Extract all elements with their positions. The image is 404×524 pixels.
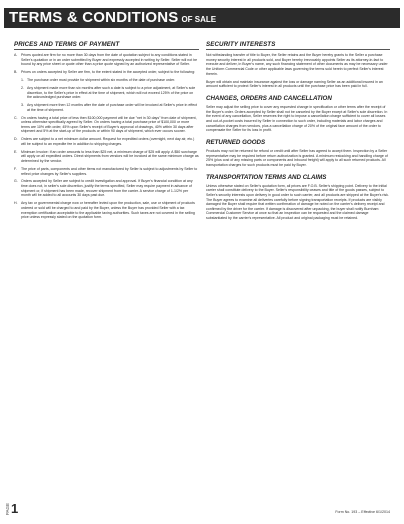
list-item-label: F. <box>14 166 17 171</box>
list-item-label: A. <box>14 53 18 57</box>
list-item <box>14 137 199 146</box>
paragraph: Unless otherwise stated on Seller's quotation form, all prices are F.O.B. Seller's shipping point. Delivery to the initial carrier shall constitute delivery to the Buyer. Seller's responsibility ceases and title of the goods passes, subject to Seller's security interests upon delivery in good order to such carrier, and all products are shipped at the Buyer's risk. The Buyer agrees to examine all deliveries carefully before signing transportation receipts. If products are visibly damaged the Buyer shall require that written confirmation of damage be noted on the carrier's delivery receipt and confirmed by the driver for the carrier. If damage is discovered after unpacking, the buyer shall notify Burnham Commercial Customer Service at once so that an inspection can be requested and the claimed damage substantiated by the carrier's representative. All product and original packaging must be retained. <box>206 183 389 221</box>
sub-list-item <box>21 103 199 112</box>
list-item-text: On orders having a total price of less then $100,000 payment will be due "net in 30 days" from date of shipment, unless otherwise specifically agreed by Seller. On orders having a total purchase price of $100,000 or more terms are 10% with order, 45% upon Seller's receipt of Buyer's approval of drawings, 40% within 30 days after shipment and 5% at the start-up of the products or within 90 days of shipment, which ever occurs sooner. <box>21 115 197 134</box>
list-item-text: Prices on orders accepted by Seller are firm, to the extent stated in the accepted order, subject to the following: <box>21 70 196 75</box>
form-number: Form No. 193 – Effective 6/1/2014 <box>335 510 390 514</box>
page-title: TERMS & CONDITIONS <box>9 9 179 26</box>
list-item-text: Orders are subject to a net minimum dollar amount. Request for expedited orders (overnight, next day air, etc.) will be subject to an expedite fee in addition to shipping charges. <box>21 137 195 146</box>
list-item-text: Any tax or governmental charge now or hereafter levied upon the production, sale, use or shipment of products ordered or sold will be charged to and paid by the Buyer, unless the Buyer has provided Seller with a tax exemption certification acceptable to the applicable taxing authorities. Such taxes are not covered in the selling price unless expressly stated on the quotation form. <box>21 201 195 220</box>
sub-list-item-text: The purchase order must provide for shipment within six months of the date of purchase order. <box>27 78 176 82</box>
list-item-label: D. <box>14 137 18 142</box>
section-heading-changes: CHANGES, ORDERS AND CANCELLATION <box>206 94 332 102</box>
list-item-label: B. <box>14 70 18 75</box>
list-item-label: E. <box>14 149 18 154</box>
sub-list-item <box>21 78 199 83</box>
list-item-text: Minimum Invoice: If an order amounts to less than $25 net, a minimum charge of $25 will apply. A $50 surcharge will apply on all expedited orders. Direct shipments from vendors will be invoiced at the same minimum charge as determined by the vendor. <box>21 149 199 164</box>
paragraph: Products may not be returned for refund or credit until after Seller has agreed to accept them. Inspection by a Seller representative may be required before return authorization is granted. A minimum restocking and handling charge of 25% (plus cost of any missing parts or components and inbound freight) will apply to all such returned products. All transportation charges for such products must be paid by Buyer. <box>206 148 388 167</box>
list-item <box>14 201 199 220</box>
title-bar <box>4 8 400 28</box>
sub-list-item-label: 2. <box>21 85 24 90</box>
left-column <box>14 41 199 223</box>
list-item <box>14 53 199 67</box>
list-item <box>14 116 199 135</box>
list-item-label: H. <box>14 201 18 206</box>
page-number-block <box>5 502 18 515</box>
list-item-label: C. <box>14 115 18 120</box>
page-number: 1 <box>11 501 19 516</box>
paragraph: Buyer will obtain and maintain insurance against the loss or damage naming Seller as an additional insured in an amount sufficient to protect Seller's interest in all products until the purchase price has been paid in full. <box>206 79 383 89</box>
sub-list-item-label: 1. <box>21 78 24 82</box>
list-item-label: G. <box>14 179 18 184</box>
list-item <box>14 179 199 198</box>
page-word: PAGE <box>5 502 10 515</box>
sub-list-item-text: Any shipment more then 12 months after the date of purchase order will be invoiced at Seller's price in effect at the time of shipment. <box>27 103 197 112</box>
section-heading-returned: RETURNED GOODS <box>206 138 266 146</box>
sub-list-item-text: Any shipment made more than six months after such a date is subject to a price adjustment, at Seller's sole discretion, to the Seller's price in effect at the time of shipment, which will not exceed 125% of the price on the acknowledged purchase order. <box>27 85 196 100</box>
section-heading-prices: PRICES AND TERMS OF PAYMENT <box>14 41 199 50</box>
sub-list-item <box>21 86 199 100</box>
list-item <box>14 150 199 164</box>
section-heading-transport: TRANSPORTATION TERMS AND CLAIMS <box>206 173 327 181</box>
list-item <box>14 167 199 176</box>
list-item-text: Prices quoted are firm for no more than 30 days from the date of quotation subject to any conditions stated in Seller's quotation or in an order submitted by Buyer and expressly accepted in writing by Seller. Seller will not be bound by any price sheet or quote other than a price quote signed by an authorized representative of Seller. <box>21 53 198 67</box>
page-subtitle: OF SALE <box>181 15 217 24</box>
right-column <box>206 41 390 224</box>
sub-list-item-label: 3. <box>21 103 24 107</box>
list-item-text: The price of parts, components and other items not manufactured by Seller is subject to adjustments by Seller to reflect price changes by Seller's suppliers. <box>21 166 198 176</box>
list-item-text: Orders accepted by Seller are subject to credit investigation and approval. If Buyer's financial condition at any time does not, in seller's sole discretion, justify the terms specified, Seller may require payment in advance of shipment or, if shipment has been made, recover shipment from the carrier. A service charge of 1-1/2% per month will be added to all accounts 30 days past due. <box>21 179 193 198</box>
paragraph: Seller may adjust the selling price to cover any requested change in specification or other terms after the receipt of the Buyer's order. Orders accepted by Seller shall not be canceled by the Buyer except at Seller's sole discretion. In the event of any cancellation, Seller reserves the right to impose a cancellation charge sufficient to cover all losses and out-of-pocket costs incurred by Seller in connection to such order, including materials and labor charges and cancellation charges from vendors, plus a cancellation charge of 20% of the original face amount of the order to compensate the Seller for its loss in profit. <box>206 104 388 133</box>
paragraph: Not withstanding transfer of title to Buyer, the Seller retains and the Buyer hereby grants to the Seller a purchase money security interest in all products sold, and Buyer hereby irrevocably appoints Seller as its attorney-in-fact to execute and deliver, in Buyer's name, any such financing statement of other documents as may be necessary under the Uniform Commercial Code or other applicable laws governing the terms sold herein to perfect Seller's interest therein. <box>206 53 388 76</box>
list-item <box>14 70 199 75</box>
section-heading-security: SECURITY INTERESTS <box>206 41 390 50</box>
